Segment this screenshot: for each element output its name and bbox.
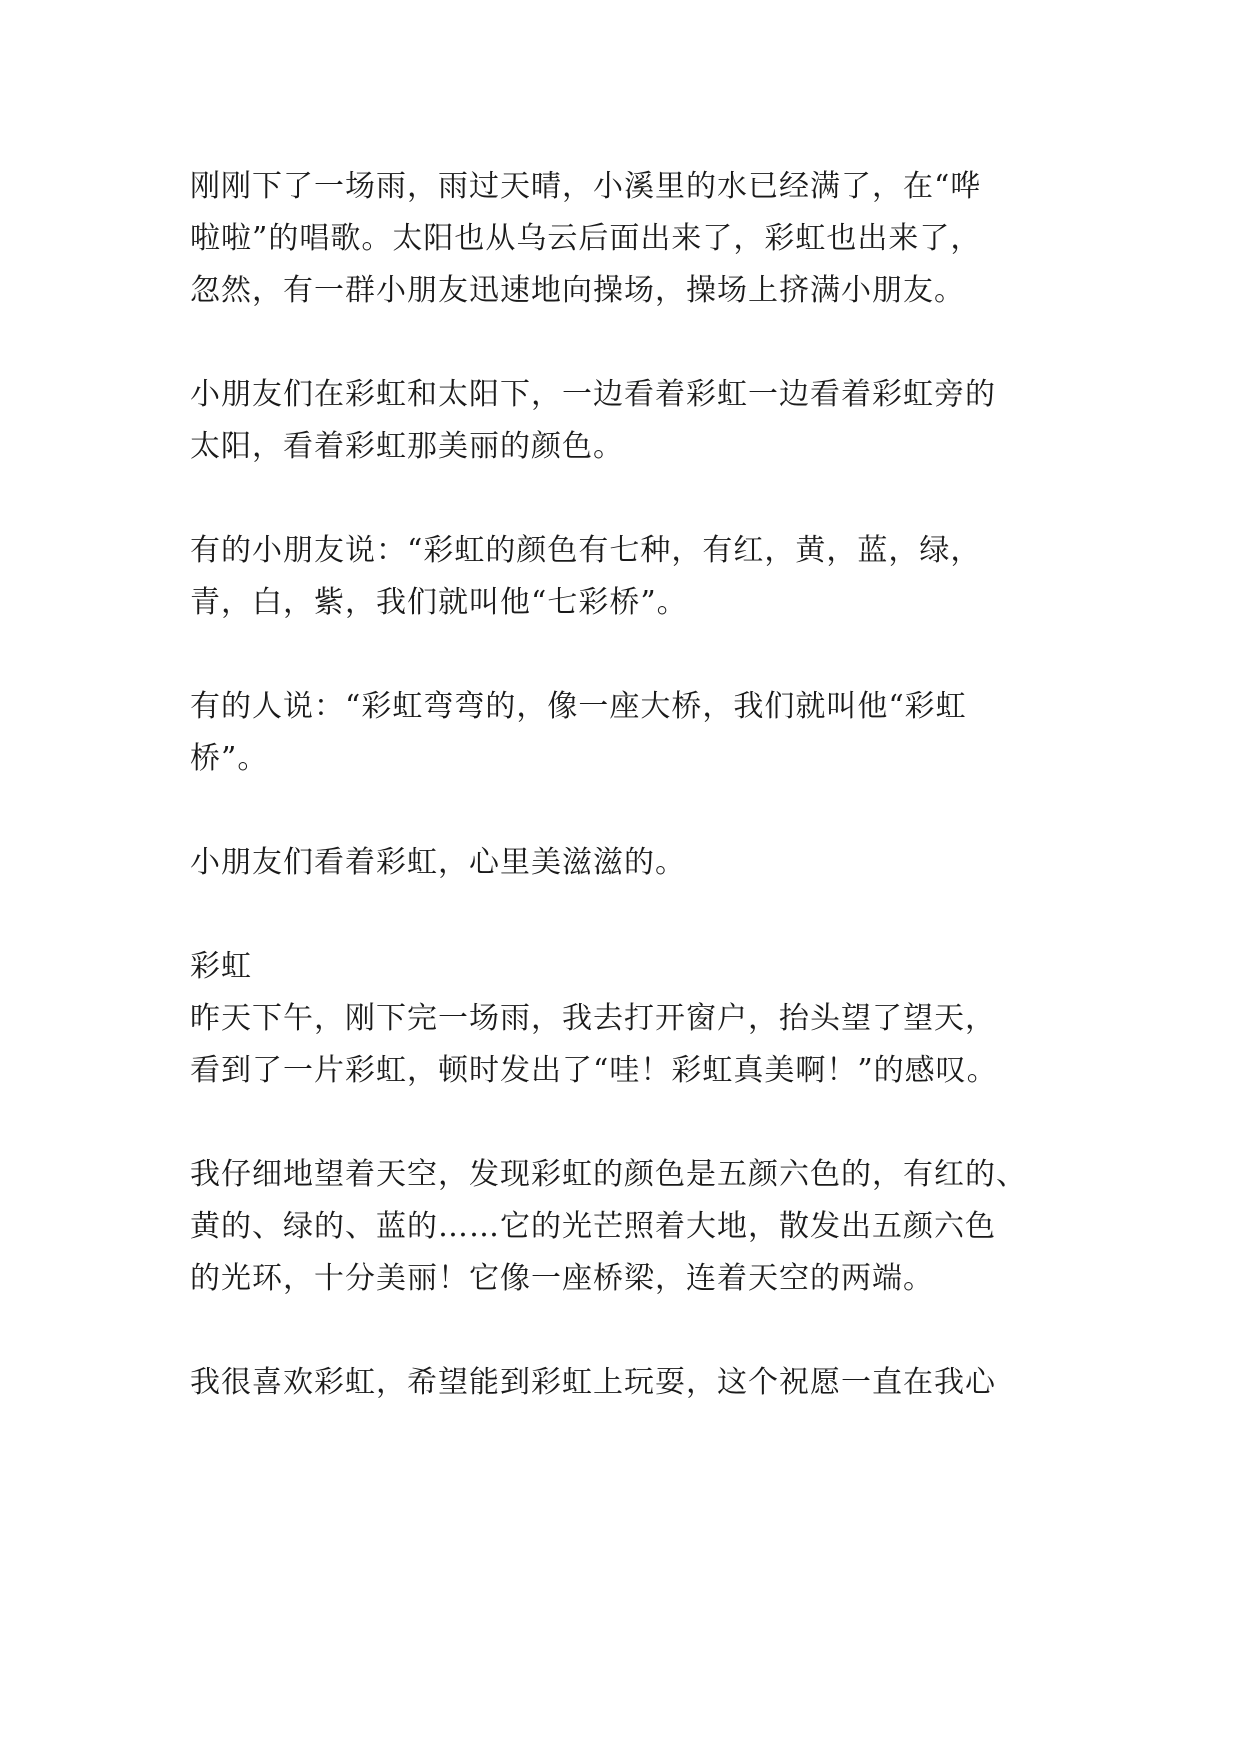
paragraph-7-line-1: 我仔细地望着天空，发现彩虹的颜色是五颜六色的，有红的、 [190,1157,1027,1192]
paragraph-1-line-2: 啦啦”的唱歌。太阳也从乌云后面出来了，彩虹也出来了， [190,221,982,256]
paragraph-3-line-2: 青，白，紫，我们就叫他“七彩桥”。 [190,585,688,620]
paragraph-2-line-2: 太阳，看着彩虹那美丽的颜色。 [190,429,624,464]
paragraph-4-line-1: 有的人说：“彩虹弯弯的，像一座大桥，我们就叫他“彩虹 [190,689,967,724]
paragraph-7-line-2: 黄的、绿的、蓝的……它的光芒照着大地，散发出五颜六色 [190,1209,996,1244]
paragraph-5-line-1: 小朋友们看着彩虹，心里美滋滋的。 [190,845,686,880]
paragraph-1-line-1: 刚刚下了一场雨，雨过天晴，小溪里的水已经满了，在“哗 [190,169,982,204]
paragraph-7-line-3: 的光环，十分美丽！它像一座桥梁，连着天空的两端。 [190,1261,934,1296]
paragraph-6-line-2: 看到了一片彩虹，顿时发出了“哇！彩虹真美啊！”的感叹。 [190,1053,998,1088]
paragraph-6-line-1: 昨天下午，刚下完一场雨，我去打开窗户，抬头望了望天， [190,1001,996,1036]
paragraph-8-line-1: 我很喜欢彩虹，希望能到彩虹上玩耍，这个祝愿一直在我心 [190,1365,996,1400]
paragraph-3-line-1: 有的小朋友说：“彩虹的颜色有七种，有红，黄，蓝，绿， [190,533,982,568]
paragraph-2-line-1: 小朋友们在彩虹和太阳下，一边看着彩虹一边看着彩虹旁的 [190,377,996,412]
paragraph-4-line-2: 桥”。 [190,741,269,776]
section-title: 彩虹 [190,949,252,984]
paragraph-1-line-3: 忽然，有一群小朋友迅速地向操场，操场上挤满小朋友。 [190,273,965,308]
